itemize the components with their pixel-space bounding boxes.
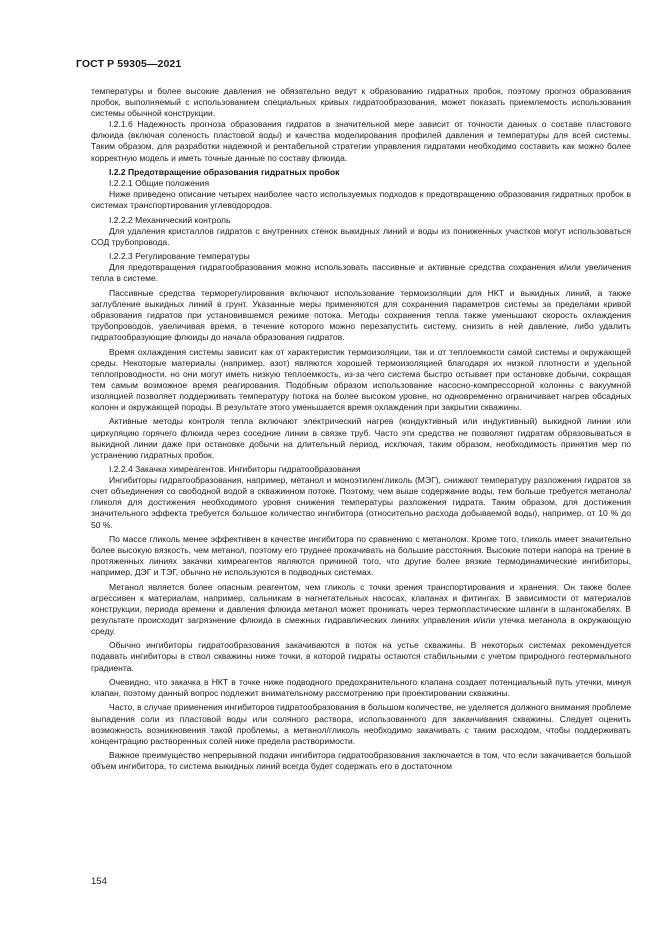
paragraph-mechanical-control: Для удаления кристаллов гидратов с внутренних стенок выкидных линий и воды из пониженных участков могут использоваться СОД трубопровода. <box>91 225 631 247</box>
subsection-heading-i-2-2-2: I.2.2.2 Механический контроль <box>109 214 231 225</box>
paragraph-general: Ниже приведено описание четырех наиболее часто используемых подходов к предотвращению образования гидратных пробок в системах транспортирования углеводородов. <box>91 189 631 211</box>
paragraph-injection-point: Обычно ингибиторы гидратообразования закачиваются в поток на устье скважины. В некоторых системах рекомендуется подавать ингибиторы в ствол скважины ниже точки, в которой гидраты остаются стабильными с учетом природного геотермального градиента. <box>91 640 631 673</box>
paragraph-methanol: Метанол является более опасным реагентом, чем гликоль с точки зрения транспортирования и хранения. Он также более агрессивен к материалам, например, сальникам в нагнетательных насосах, клапанах и фитингах. В зависимости от материалов конструкции, периода времени и давления флюида метанол может проникать через термопластические шланги в шлангокабелях. В результате происходит загрязнение флюида в смежных гидравлических линиях управления и/или утечка метанола в окружающую среду. <box>91 581 631 636</box>
paragraph-inhibitors: Ингибиторы гидратообразования, например, метанол и моноэтиленгликоль (МЭГ), снижают температуру разложения гидратов за счет объединения со свободной водой в скважинном потоке. Поэтому, чем выше содержание воды, тем больше требуется метанола/гликоля для достижения необходимого уровня снижения температуры разложения гидрата. Таким образом, для достижения значительного эффекта требуется большое количество ингибитора (относительно расхода добываемой воды), например, от 10 % до 50 %. <box>91 475 631 530</box>
paragraph-i-2-1-6: I.2.1.6 Надежность прогноза образования гидратов в значительной мере зависит от точности данных о составе пластового флюида (включая соленость пластовой воды) и качества моделирования профилей давления и температуры для всей системы. Таким образом, для разработки надежной и рентабельной стратегии управления гидратами необходимо составить как можно более корректную модель и иметь точные данные по составу флюида. <box>91 119 631 163</box>
paragraph-glycol: По массе гликоль менее эффективен в качестве ингибитора по сравнению с метанолом. Кроме того, гликоль имеет значительно более высокую вязкость, чем метанол, поэтому его труднее прокачивать на большие расстояния. Высокие потери напора на трение в протяженных линиях закачки химреагентов являются причиной того, что другие более вязкие термодинамические ингибиторы, например, ДЭГ и ТЭГ, обычно не используются в подводных системах. <box>91 533 631 578</box>
paragraph-passive-methods: Пассивные средства терморегулирования включают использование термоизоляции для НКТ и выкидных линий, а также заглубление выкидных линий в грунт. Указанные меры применяются для сохранения параметров системы за пределами кривой образования гидратов при установившемся режиме потока. Методы сохранения тепла также уменьшают скорость охлаждения трубопроводов, увеличивая время, в течение которого можно перезапустить систему, снизить в ней давление, либо удалить гидратообразующие флюиды до начала образования гидратов. <box>91 287 631 343</box>
paragraph-continuation: температуры и более высокие давления не обязательно ведут к образованию гидратных пробок, поэтому прогноз образования пробок, выполняемый с использованием специальных кривых гидратообразования, может показать приемлемость использования системы обычной конструкции. <box>91 86 631 119</box>
page-number: 154 <box>91 876 107 887</box>
paragraph-cooling-time: Время охлаждения системы зависит как от характеристик термоизоляции, так и от теплоемкости самой системы и окружающей среды. Некоторые материалы (например, азот) являются хорошей термоизоляцией благодаря их низкой плотности и удельной теплопроводности, но они могут иметь низкую теплоемкость, из-за чего система быстро остывает при остановке добычи, сокращая тем самым возможное время реагирования. Подобным образом использование насосно-компрессорной колонны с вакуумной изоляцией позволяет поддерживать температуру потока на более высоком уровне, но одновременно ограничивает нагрев обсадных колонн и окружающей породы. В результате этого уменьшается время охлаждения при закрытии скважины. <box>91 346 631 413</box>
section-heading-i-2-2: I.2.2 Предотвращение образования гидратных пробок <box>109 166 340 177</box>
paragraph-advantage: Важное преимущество непрерывной подачи ингибитора гидратообразования заключается в том, что если закачивается большой объем ингибитора, то система выкидных линий всегда будет содержать его в достаточном <box>91 750 631 772</box>
paragraph-active-methods: Активные методы контроля тепла включают электрический нагрев (кондуктивный или индуктивный) выкидной линии или циркуляцию горячего флюида через соседние линии в связке труб. Часто эти средства не позволяют гидратам образовываться в выкидной линии даже при остановке добычи на длительный период, исключая, таким образом, необходимость принятия мер по устранению гидратных пробок. <box>91 416 631 460</box>
paragraph-temperature-intro: Для предотвращения гидратообразования можно использовать пассивные и активные средства сохранения и/или увеличения тепла в системе. <box>91 262 631 284</box>
paragraph-salt: Часто, в случае применения ингибиторов гидратообразования в большом количестве, не уделяется должного внимания проблеме выпадения соли из пластовой воды или соляного раствора, использованного для заканчивания скважины. Следует оценить возможность возникновения такой проблемы, а метанол/гликоль необходимо закачивать с таким расходом, чтобы поддерживать концентрацию растворенных солей ниже предела растворимости. <box>91 702 631 746</box>
paragraph-leak-path: Очевидно, что закачка в НКТ в точке ниже подводного предохранительного клапана создает потенциальный путь утечки, минуя клапан, поэтому данный вопрос подлежит внимательному рассмотрению при проектировании скважины. <box>91 676 631 699</box>
document-code-header: ГОСТ Р 59305—2021 <box>76 58 182 70</box>
document-body <box>91 86 631 776</box>
subsection-heading-i-2-2-3: I.2.2.3 Регулирование температуры <box>109 251 250 262</box>
subsection-heading-i-2-2-4: I.2.2.4 Закачка химреагентов. Ингибиторы гидратообразования <box>109 464 361 475</box>
subsection-heading-i-2-2-1: I.2.2.1 Общие положения <box>109 178 210 189</box>
